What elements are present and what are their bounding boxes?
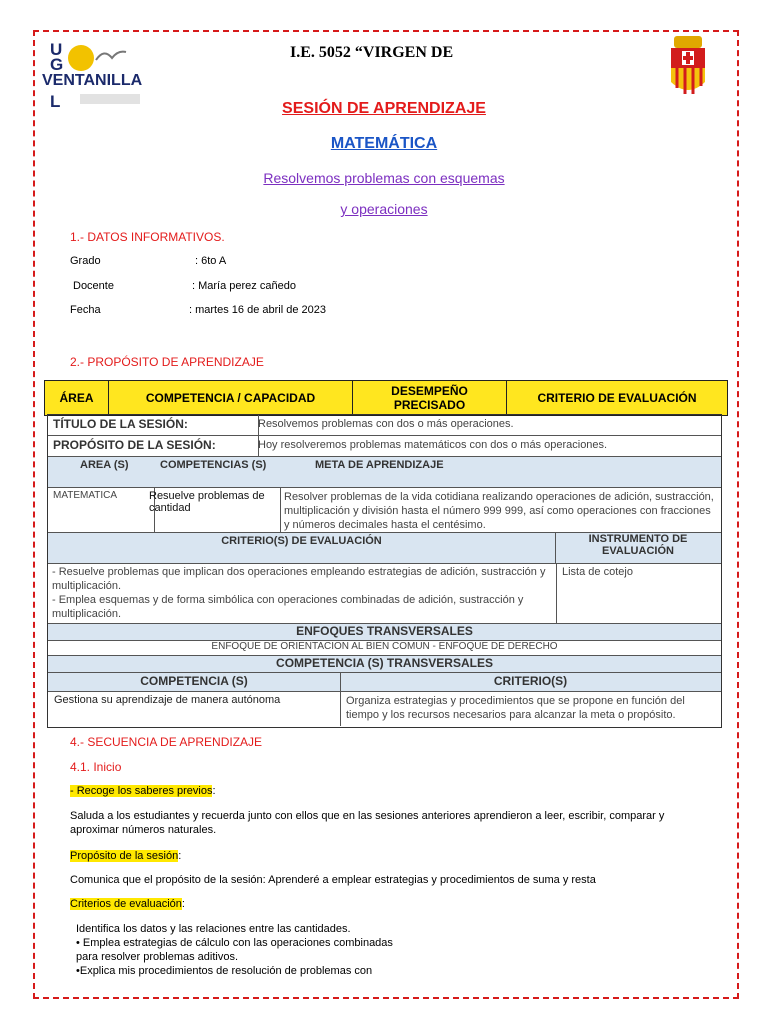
school-crest-icon [668,34,708,96]
col-desempeno: DESEMPEÑO PRECISADO [353,381,507,416]
session-title: SESIÓN DE APRENDIZAJE [282,100,486,117]
criterios-line-3: para resolver problemas aditivos. [76,951,239,963]
inicio-heading: 4.1. Inicio [70,760,122,774]
seagull-icon [94,46,128,68]
col-competencia: COMPETENCIA / CAPACIDAD [109,381,353,416]
titulo-row [48,415,721,436]
criterios-line-4: •Explica mis procedimientos de resolución de problemas con [76,965,373,977]
criterio-1: - Resuelve problemas que implican dos operaciones empleando estrategias de adición, sustracción y multiplicación. [52,566,546,592]
criterios-header: CRITERIO(S) DE EVALUACIÓN [48,533,556,563]
proposito-value: Hoy resolveremos problemas matemáticos con dos o más operaciones. [258,439,608,451]
competencia-t-value: Gestiona su aprendizaje de manera autónoma [48,692,341,726]
meta-col-header: META DE APRENDIZAJE [315,459,444,471]
ugel-name: VENTANILLA [42,72,143,89]
area-content-row [48,488,721,533]
grado-value: : 6to A [195,255,227,267]
competencia-col-header: COMPETENCIA (S) [48,673,341,691]
ugel-letter-u: U [50,40,63,59]
saberes-label: - Recoge los saberes previos [70,785,213,797]
competencias-col-header: COMPETENCIAS (S) [160,459,267,471]
criterio-2: - Emplea esquemas y de forma simbólica con operaciones combinadas de adición, sustracción y multiplicación. [52,594,524,620]
fecha-label: Fecha [70,304,101,316]
grado-label: Grado [70,255,101,267]
meta-value: Resolver problemas de la vida cotidiana realizando operaciones de adición, sustracción, multiplicación y división hasta el número 999 999, así como operaciones con fracciones y números decimales hasta el centésimo. [284,491,714,531]
session-subtitle-line2: y operaciones [340,201,428,217]
titulo-value: Resolvemos problemas con dos o más operaciones. [258,418,514,430]
docente-value: : María perez cañedo [192,280,296,292]
secuencia-heading: 4.- SECUENCIA DE APRENDIZAJE [70,735,263,749]
criterios-colon: : [181,898,185,910]
col-area: ÁREA [45,381,109,416]
criterio-col-header: CRITERIO(S) [493,674,568,688]
col-criterio: CRITERIO DE EVALUACIÓN [507,381,728,416]
proposito-colon: : [178,850,182,862]
session-table [47,414,722,728]
ugel-letter-g: G [50,55,64,74]
criterios-line [70,897,185,911]
docente-label: Docente [73,280,114,292]
instrumento-value: Lista de cotejo [562,566,633,578]
criterios-line-2: • Emplea estrategias de cálculo con las operaciones combinadas [76,937,393,949]
criterios-eval-label: Criterios de evaluación [70,898,182,910]
criterios-content-row [48,564,721,624]
proposito-label: PROPÓSITO DE LA SESIÓN: [48,436,259,456]
comp-transversales-header: COMPETENCIA (S) TRANSVERSALES [48,656,721,673]
comp-transversales-content-row [48,692,721,726]
ugel-logo [42,40,144,111]
saberes-colon: : [212,785,216,797]
datos-heading: 1.- DATOS INFORMATIVOS. [70,230,225,244]
titulo-label: TÍTULO DE LA SESIÓN: [48,415,259,435]
enfoques-value: ENFOQUE DE ORIENTACION AL BIEN COMUN - ENFOQUE DE DERECHO [48,641,721,656]
school-title: I.E. 5052 “VIRGEN DE [290,44,454,61]
proposito-line [70,849,181,863]
criterios-line-1: Identifica los datos y las relaciones entre las cantidades. [76,923,351,935]
purpose-table-header [44,380,728,416]
criterios-header-row [48,533,721,564]
area-title: MATEMÁTICA [330,135,438,152]
session-subtitle-line1: Resolvemos problemas con esquemas [263,170,505,186]
criterios-values [48,564,557,623]
sun-icon [68,45,94,71]
ugel-letter-l: L [50,92,61,111]
proposito-sesion-text: Comunica que el propósito de la sesión: Aprenderé a emplear estrategias y procedimientos de suma y resta [70,874,596,886]
proposito-row [48,436,721,457]
area-value: MATEMATICA [48,488,155,532]
proposito-heading: 2.- PROPÓSITO DE APRENDIZAJE [70,355,264,369]
criterios-list [76,922,393,978]
area-col-header: AREA (S) [80,459,129,471]
enfoques-header: ENFOQUES TRANSVERSALES [48,624,721,641]
instrumento-header: INSTRUMENTO DE EVALUACIÓN [588,533,688,557]
competencia-value: Resuelve problemas de cantidad [144,488,281,532]
proposito-sesion-label: Propósito de la sesión [70,850,179,862]
fecha-value: : martes 16 de abril de 2023 [189,304,326,316]
area-header-row [48,457,721,488]
saberes-line [70,784,216,798]
criterio-t-value: Organiza estrategias y procedimientos que se propone en función del tiempo y los recursos necesarios para alcanzar la meta o propósito. [346,695,685,721]
comp-transversales-col-row [48,673,721,692]
saberes-text: Saluda a los estudiantes y recuerda junto con ellos que en las sesiones anteriores aprendieron a leer, escribir, comparar y aproximar números naturales. [70,810,665,836]
